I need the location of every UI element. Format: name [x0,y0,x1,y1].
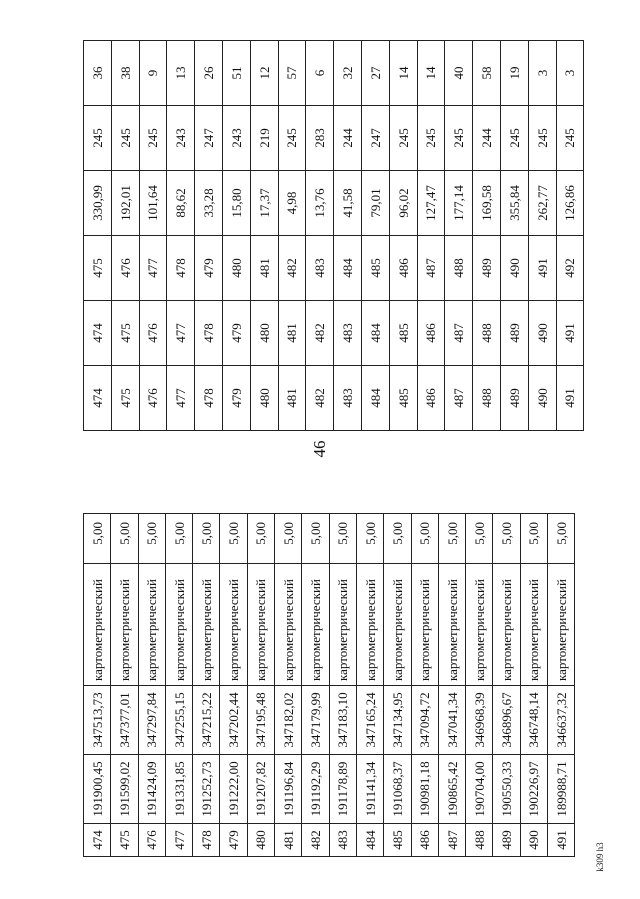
point-number-cell: 490 [528,366,556,431]
point-number-cell: 488 [466,824,493,857]
direction-degrees-cell: 245 [139,106,167,171]
point-number-cell: 483 [334,366,362,431]
method-cell: картометрический [438,564,465,686]
point-number-cell: 477 [167,366,195,431]
point-number-cell: 480 [247,824,274,857]
coordinates-table [83,513,575,857]
point-number-cell: 481 [275,824,302,857]
segment-from-cell: 482 [306,301,334,366]
direction-degrees-cell: 243 [167,106,195,171]
direction-minutes-cell: 13 [167,41,195,106]
x-coordinate-cell: 191141,34 [356,755,383,824]
method-cell: картометрический [302,564,329,686]
table-row [334,41,362,431]
y-coordinate-cell: 347202,44 [220,686,247,755]
segment-from-cell: 479 [222,301,250,366]
accuracy-cell: 5,00 [493,514,520,564]
table-row [466,514,493,857]
point-number-cell: 475 [111,366,139,431]
direction-minutes-cell: 14 [417,41,445,106]
x-coordinate-cell: 191068,37 [384,755,411,824]
segment-length-cell: 177,14 [445,171,473,236]
direction-degrees-cell: 245 [84,106,112,171]
direction-minutes-cell: 32 [334,41,362,106]
direction-degrees-cell: 244 [334,106,362,171]
segment-from-cell: 474 [84,301,112,366]
method-cell: картометрический [384,564,411,686]
segment-from-cell: 487 [445,301,473,366]
y-coordinate-cell: 346748,14 [520,686,547,755]
point-number-cell: 487 [438,824,465,857]
table-row [84,514,111,857]
segment-length-cell: 13,76 [306,171,334,236]
y-coordinate-cell: 347134,95 [384,686,411,755]
segment-length-cell: 17,37 [250,171,278,236]
direction-minutes-cell: 3 [556,41,584,106]
segment-to-cell: 484 [334,236,362,301]
accuracy-cell: 5,00 [84,514,111,564]
y-coordinate-cell: 347513,73 [84,686,111,755]
x-coordinate-cell: 190981,18 [411,755,438,824]
accuracy-cell: 5,00 [466,514,493,564]
direction-minutes-cell: 3 [528,41,556,106]
direction-minutes-cell: 57 [278,41,306,106]
table-row [111,514,138,857]
segment-from-cell: 481 [278,301,306,366]
point-number-cell: 486 [417,366,445,431]
method-cell: картометрический [548,564,575,686]
table-row [222,41,250,431]
x-coordinate-cell: 191222,00 [220,755,247,824]
y-coordinate-cell: 347255,15 [165,686,192,755]
point-number-cell: 480 [250,366,278,431]
method-cell: картометрический [356,564,383,686]
direction-minutes-cell: 26 [195,41,223,106]
y-coordinate-cell: 347377,01 [111,686,138,755]
point-number-cell: 484 [361,366,389,431]
accuracy-cell: 5,00 [520,514,547,564]
method-cell: картометрический [84,564,111,686]
direction-degrees-cell: 245 [417,106,445,171]
point-number-cell: 476 [139,366,167,431]
segment-length-cell: 41,58 [334,171,362,236]
point-number-cell: 487 [445,366,473,431]
segment-length-cell: 169,58 [473,171,501,236]
table-row [138,514,165,857]
direction-degrees-cell: 245 [556,106,584,171]
segment-length-cell: 4,98 [278,171,306,236]
method-cell: картометрический [111,564,138,686]
point-number-cell: 491 [556,366,584,431]
point-number-cell: 477 [165,824,192,857]
segment-from-cell: 490 [528,301,556,366]
segment-from-cell: 480 [250,301,278,366]
point-number-cell: 485 [389,366,417,431]
page-number-text: 46 [310,440,329,458]
segment-from-cell: 485 [389,301,417,366]
table-row [195,41,223,431]
table-row [250,41,278,431]
direction-degrees-cell: 245 [500,106,528,171]
x-coordinate-cell: 190865,42 [438,755,465,824]
accuracy-cell: 5,00 [548,514,575,564]
point-number-cell: 489 [500,366,528,431]
x-coordinate-cell: 191331,85 [165,755,192,824]
segment-from-cell: 477 [167,301,195,366]
y-coordinate-cell: 347182,02 [275,686,302,755]
direction-minutes-cell: 38 [111,41,139,106]
table-row [389,41,417,431]
accuracy-cell: 5,00 [165,514,192,564]
table-row [193,514,220,857]
table-row [548,514,575,857]
segment-to-cell: 476 [111,236,139,301]
direction-degrees-cell: 245 [445,106,473,171]
segment-length-cell: 101,64 [139,171,167,236]
segment-from-cell: 476 [139,301,167,366]
segment-to-cell: 491 [528,236,556,301]
accuracy-cell: 5,00 [438,514,465,564]
segment-length-cell: 355,84 [500,171,528,236]
segment-length-cell: 126,86 [556,171,584,236]
table-row [356,514,383,857]
point-number-cell: 482 [306,366,334,431]
method-cell: картометрический [247,564,274,686]
table-row [417,41,445,431]
point-number-cell: 481 [278,366,306,431]
x-coordinate-cell: 191196,84 [275,755,302,824]
point-number-cell: 489 [493,824,520,857]
point-number-cell: 474 [84,366,112,431]
segment-to-cell: 475 [84,236,112,301]
direction-minutes-cell: 36 [84,41,112,106]
segment-to-cell: 489 [473,236,501,301]
segment-length-cell: 79,01 [361,171,389,236]
table-row [165,514,192,857]
segment-to-cell: 479 [195,236,223,301]
segment-from-cell: 488 [473,301,501,366]
direction-degrees-cell: 245 [111,106,139,171]
x-coordinate-cell: 191599,02 [111,755,138,824]
segment-length-cell: 96,02 [389,171,417,236]
coordinates-table-body [84,514,575,857]
point-number-cell: 482 [302,824,329,857]
method-cell: картометрический [466,564,493,686]
x-coordinate-cell: 191900,45 [84,755,111,824]
direction-minutes-cell: 6 [306,41,334,106]
table-row [306,41,334,431]
x-coordinate-cell: 190550,33 [493,755,520,824]
point-number-cell: 483 [329,824,356,857]
table-row [361,41,389,431]
segment-from-cell: 491 [556,301,584,366]
direction-minutes-cell: 12 [250,41,278,106]
y-coordinate-cell: 346896,67 [493,686,520,755]
table-row [111,41,139,431]
accuracy-cell: 5,00 [411,514,438,564]
y-coordinate-cell: 347094,72 [411,686,438,755]
direction-degrees-cell: 247 [195,106,223,171]
y-coordinate-cell: 347297,84 [138,686,165,755]
direction-degrees-cell: 219 [250,106,278,171]
x-coordinate-cell: 190704,00 [466,755,493,824]
table-row [528,41,556,431]
direction-minutes-cell: 27 [361,41,389,106]
direction-minutes-cell: 19 [500,41,528,106]
direction-minutes-cell: 9 [139,41,167,106]
segment-from-cell: 489 [500,301,528,366]
accuracy-cell: 5,00 [220,514,247,564]
accuracy-cell: 5,00 [356,514,383,564]
table-row [520,514,547,857]
table-row [493,514,520,857]
y-coordinate-cell: 347183,10 [329,686,356,755]
segment-from-cell: 483 [334,301,362,366]
direction-degrees-cell: 243 [222,106,250,171]
direction-minutes-cell: 14 [389,41,417,106]
table-row [411,514,438,857]
method-cell: картометрический [329,564,356,686]
table-row [84,41,112,431]
point-number-cell: 488 [473,366,501,431]
segment-from-cell: 486 [417,301,445,366]
accuracy-cell: 5,00 [193,514,220,564]
table-row [556,41,584,431]
segment-length-cell: 33,28 [195,171,223,236]
segment-length-cell: 15,80 [222,171,250,236]
boundary-segments-table [83,40,584,431]
direction-degrees-cell: 283 [306,106,334,171]
segment-to-cell: 480 [222,236,250,301]
x-coordinate-cell: 189988,71 [548,755,575,824]
y-coordinate-cell: 347041,34 [438,686,465,755]
table-row [329,514,356,857]
point-number-cell: 476 [138,824,165,857]
table-row [220,514,247,857]
x-coordinate-cell: 191207,82 [247,755,274,824]
segment-to-cell: 481 [250,236,278,301]
table-row [247,514,274,857]
method-cell: картометрический [493,564,520,686]
accuracy-cell: 5,00 [111,514,138,564]
method-cell: картометрический [193,564,220,686]
table-row [384,514,411,857]
segment-to-cell: 485 [361,236,389,301]
point-number-cell: 479 [222,366,250,431]
method-cell: картометрический [138,564,165,686]
boundary-segments-table-body [84,41,584,431]
table-row [438,514,465,857]
y-coordinate-cell: 347179,99 [302,686,329,755]
segment-length-cell: 192,01 [111,171,139,236]
accuracy-cell: 5,00 [275,514,302,564]
direction-minutes-cell: 58 [473,41,501,106]
segment-to-cell: 492 [556,236,584,301]
segment-to-cell: 488 [445,236,473,301]
direction-degrees-cell: 247 [361,106,389,171]
point-number-cell: 479 [220,824,247,857]
x-coordinate-cell: 191192,29 [302,755,329,824]
point-number-cell: 485 [384,824,411,857]
x-coordinate-cell: 190226,97 [520,755,547,824]
direction-minutes-cell: 40 [445,41,473,106]
table-row [167,41,195,431]
accuracy-cell: 5,00 [247,514,274,564]
direction-minutes-cell: 51 [222,41,250,106]
accuracy-cell: 5,00 [384,514,411,564]
direction-degrees-cell: 244 [473,106,501,171]
table-row [275,514,302,857]
accuracy-cell: 5,00 [329,514,356,564]
segment-length-cell: 330,99 [84,171,112,236]
direction-degrees-cell: 245 [278,106,306,171]
direction-degrees-cell: 245 [528,106,556,171]
direction-degrees-cell: 245 [389,106,417,171]
y-coordinate-cell: 347215,22 [193,686,220,755]
method-cell: картометрический [165,564,192,686]
table-row [139,41,167,431]
y-coordinate-cell: 346968,39 [466,686,493,755]
segment-length-cell: 127,47 [417,171,445,236]
point-number-cell: 475 [111,824,138,857]
x-coordinate-cell: 191178,89 [329,755,356,824]
accuracy-cell: 5,00 [302,514,329,564]
table-row [473,41,501,431]
segment-to-cell: 490 [500,236,528,301]
segment-to-cell: 477 [139,236,167,301]
method-cell: картометрический [520,564,547,686]
y-coordinate-cell: 346637,32 [548,686,575,755]
segment-to-cell: 483 [306,236,334,301]
segment-from-cell: 478 [195,301,223,366]
method-cell: картометрический [220,564,247,686]
table-row [445,41,473,431]
point-number-cell: 490 [520,824,547,857]
table-row [302,514,329,857]
point-number-cell: 478 [193,824,220,857]
y-coordinate-cell: 347195,48 [247,686,274,755]
point-number-cell: 486 [411,824,438,857]
point-number-cell: 478 [195,366,223,431]
table-row [278,41,306,431]
method-cell: картометрический [411,564,438,686]
point-number-cell: 474 [84,824,111,857]
segment-to-cell: 482 [278,236,306,301]
y-coordinate-cell: 347165,24 [356,686,383,755]
point-number-cell: 484 [356,824,383,857]
x-coordinate-cell: 191424,09 [138,755,165,824]
segment-from-cell: 484 [361,301,389,366]
segment-to-cell: 486 [389,236,417,301]
segment-to-cell: 478 [167,236,195,301]
segment-from-cell: 475 [111,301,139,366]
table-row [500,41,528,431]
footer-code-text: k309 h3 [595,842,605,872]
accuracy-cell: 5,00 [138,514,165,564]
segment-length-cell: 262,77 [528,171,556,236]
point-number-cell: 491 [548,824,575,857]
segment-length-cell: 88,62 [167,171,195,236]
x-coordinate-cell: 191252,73 [193,755,220,824]
segment-to-cell: 487 [417,236,445,301]
method-cell: картометрический [275,564,302,686]
